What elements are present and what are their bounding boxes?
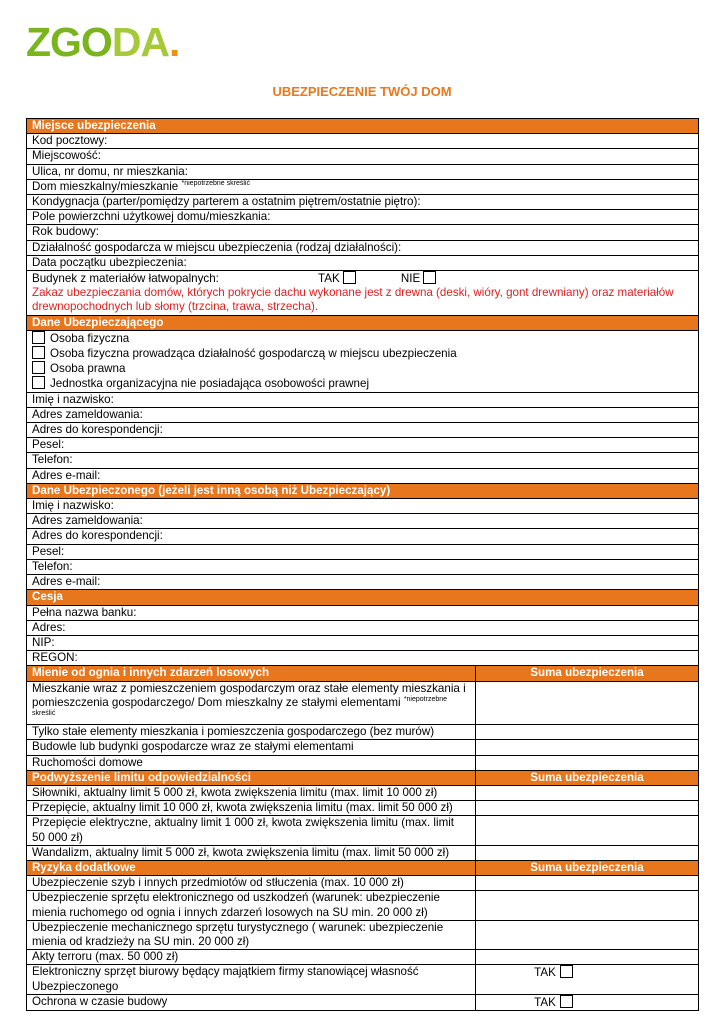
table-row (27, 740, 699, 755)
option-osoba-fizyczna-dzialalnosc[interactable]: Osoba fizyczna prowadząca działalność gospodarczą w miejscu ubezpieczenia (32, 346, 693, 361)
sum-input-akty-terroru[interactable] (476, 950, 699, 965)
row-label-sprzet-elektroniczny: Ubezpieczenie sprzętu elektronicznego od uszkodzeń (warunek: ubezpieczenie mienia ruchomego od ognia i innych zdarzeń losowych na SU min. 20 000 zł) (27, 891, 476, 920)
section-header-cesja: Cesja (27, 590, 699, 605)
table-row (27, 994, 699, 1010)
table-row (27, 891, 699, 920)
table-row (27, 785, 699, 800)
checkbox-tak[interactable] (343, 271, 356, 284)
zgoda-logo: ZGODA. (26, 19, 180, 65)
section-header-miejsce: Miejsce ubezpieczenia (27, 119, 699, 134)
field-email-ubezpieczony[interactable]: Adres e-mail: (27, 575, 699, 590)
field-telefon[interactable]: Telefon: (27, 453, 699, 468)
column-suma-ubezpieczenia: Suma ubezpieczenia (476, 770, 699, 785)
row-label-akty-terroru: Akty terroru (max. 50 000 zł) (27, 950, 476, 965)
insurance-form (26, 118, 699, 1011)
tak-cell-sprzet-biurowy (476, 965, 699, 994)
checkbox-osoba-fizyczna-dzialalnosc[interactable] (32, 346, 45, 359)
field-email[interactable]: Adres e-mail: (27, 468, 699, 483)
sum-input-szyby[interactable] (476, 876, 699, 891)
field-dom-mieszkalny[interactable]: Dom mieszkalny/mieszkanie $^{*niepotrzebne skreślić}$ (27, 179, 699, 194)
tak-label: TAK (534, 995, 556, 1009)
section-header-mienie: Mienie od ognia i innych zdarzeń losowych Suma ubezpieczenia (27, 666, 699, 681)
field-nip[interactable]: NIP: (27, 635, 699, 650)
option-jednostka-organizacyjna[interactable]: Jednostka organizacyjna nie posiadająca osobowości prawnej (32, 376, 693, 391)
column-suma-ubezpieczenia: Suma ubezpieczenia (476, 666, 699, 681)
field-adres-korespondencji[interactable]: Adres do korespondencji: (27, 423, 699, 438)
table-row (27, 681, 699, 725)
table-row (27, 801, 699, 816)
sum-input-przepiecie[interactable] (476, 801, 699, 816)
sum-input-mieszkanie[interactable] (476, 681, 699, 725)
field-kondygnacja[interactable]: Kondygnacja (parter/pomiędzy parterem a ostatnim piętrem/ostatnie piętro): (27, 195, 699, 210)
field-telefon-ubezpieczony[interactable]: Telefon: (27, 559, 699, 574)
option-osoba-fizyczna[interactable]: Osoba fizyczna (32, 331, 693, 346)
field-pole-powierzchni[interactable]: Pole powierzchni użytkowej domu/mieszkania: (27, 210, 699, 225)
table-row (27, 755, 699, 770)
field-miejscowosc[interactable]: Miejscowość: (27, 149, 699, 164)
row-label-sprzet-biurowy: Elektroniczny sprzęt biurowy będący majątkiem firmy stanowiącej własność Ubezpieczonego (27, 965, 476, 994)
checkbox-tak-ochrona-budowy[interactable] (560, 995, 573, 1008)
footnote-niepotrzebne: *niepotrzebne skreślić (32, 695, 448, 717)
row-label-mieszkanie: Mieszkanie wraz z pomieszczeniem gospodarczym oraz stałe elementy mieszkania i pomieszczenia gospodarczego/ Dom mieszkalny ze stałymi elementami $^{*niepotrzebne skreślić}$ (27, 681, 476, 725)
row-label-wandalizm: Wandalizm, aktualny limit 5 000 zł, kwota zwiększenia limitu (max. limit 50 000 zł) (27, 845, 476, 860)
table-row (27, 816, 699, 845)
sum-input-sprzet-turystyczny[interactable] (476, 920, 699, 949)
sum-input-sprzet-elektroniczny[interactable] (476, 891, 699, 920)
section-header-ryzyka: Ryzyka dodatkowe Suma ubezpieczenia (27, 860, 699, 875)
row-label-ruchomosci: Ruchomości domowe (27, 755, 476, 770)
option-osoba-prawna[interactable]: Osoba prawna (32, 361, 693, 376)
row-label-sprzet-turystyczny: Ubezpieczenie mechanicznego sprzętu turystycznego ( warunek: ubezpieczenie mienia od kradzieży na SU min. 20 000 zł) (27, 920, 476, 949)
footnote-niepotrzebne: *niepotrzebne skreślić (181, 179, 250, 187)
row-label-budowle: Budowle lub budynki gospodarcze wraz ze stałymi elementami (27, 740, 476, 755)
field-adres-zameldowania[interactable]: Adres zameldowania: (27, 407, 699, 422)
row-label-przepiecie: Przepięcie, aktualny limit 10 000 zł, kwota zwiększenia limitu (max. limit 50 000 zł) (27, 801, 476, 816)
field-ulica[interactable]: Ulica, nr domu, nr mieszkania: (27, 164, 699, 179)
sum-input-ruchomosci[interactable] (476, 755, 699, 770)
row-label-stale-elementy: Tylko stałe elementy mieszkania i pomieszczenia gospodarczego (bez murów) (27, 725, 476, 740)
field-kod-pocztowy[interactable]: Kod pocztowy: (27, 134, 699, 149)
field-imie-nazwisko-ubezpieczony[interactable]: Imię i nazwisko: (27, 499, 699, 514)
section-header-ubezpieczony: Dane Ubezpieczonego (jeżeli jest inną osobą niż Ubezpieczający) (27, 483, 699, 498)
field-adres-korespondencji-ubezpieczony[interactable]: Adres do korespondencji: (27, 529, 699, 544)
field-pesel[interactable]: Pesel: (27, 438, 699, 453)
sum-input-stale-elementy[interactable] (476, 725, 699, 740)
options-ubezpieczajacy (27, 330, 699, 392)
row-label-silowniki: Siłowniki, aktualny limit 5 000 zł, kwota zwiększenia limitu (max. limit 10 000 zł) (27, 785, 476, 800)
field-rok-budowy[interactable]: Rok budowy: (27, 225, 699, 240)
row-label-ochrona-budowy: Ochrona w czasie budowy (27, 994, 476, 1010)
field-regon[interactable]: REGON: (27, 651, 699, 666)
tak-label: TAK (534, 966, 556, 980)
field-budynek-latwopalny: Budynek z materiałów łatwopalnych: TAK NIE Zakaz ubezpieczania domów, których pokrycie dachu wykonane jest z drewna (deski, wióry, gont drewniany) oraz materiałów drewnopochodnych lub słomy (trzcina, trawa, strzecha). (27, 271, 699, 316)
checkbox-jednostka-organizacyjna[interactable] (32, 376, 45, 389)
tak-label: TAK (318, 272, 340, 286)
checkbox-tak-sprzet-biurowy[interactable] (560, 965, 573, 978)
field-imie-nazwisko[interactable]: Imię i nazwisko: (27, 392, 699, 407)
sum-input-silowniki[interactable] (476, 785, 699, 800)
row-label-przepiecie-elektryczne: Przepięcie elektryczne, aktualny limit 1 000 zł, kwota zwiększenia limitu (max. limit 50 000 zł) (27, 816, 476, 845)
table-row (27, 965, 699, 994)
table-row (27, 876, 699, 891)
section-header-limit: Podwyższenie limitu odpowiedzialności Suma ubezpieczenia (27, 770, 699, 785)
field-adres-zameldowania-ubezpieczony[interactable]: Adres zameldowania: (27, 514, 699, 529)
tak-cell-ochrona-budowy (476, 994, 699, 1010)
warning-zakaz: Zakaz ubezpieczania domów, których pokrycie dachu wykonane jest z drewna (deski, wióry, gont drewniany) oraz materiałów drewnopochodnych lub słomy (trzcina, trawa, strzecha). (32, 286, 674, 314)
sum-input-wandalizm[interactable] (476, 845, 699, 860)
checkbox-nie[interactable] (423, 271, 436, 284)
field-dzialalnosc[interactable]: Działalność gospodarcza w miejscu ubezpieczenia (rodzaj działalności): (27, 240, 699, 255)
field-nazwa-banku[interactable]: Pełna nazwa banku: (27, 605, 699, 620)
column-suma-ubezpieczenia: Suma ubezpieczenia (476, 860, 699, 875)
table-row (27, 920, 699, 949)
checkbox-osoba-prawna[interactable] (32, 361, 45, 374)
table-row (27, 725, 699, 740)
field-adres-banku[interactable]: Adres: (27, 620, 699, 635)
row-label-szyby: Ubezpieczenie szyb i innych przedmiotów od stłuczenia (max. 10 000 zł) (27, 876, 476, 891)
table-row (27, 950, 699, 965)
sum-input-budowle[interactable] (476, 740, 699, 755)
sum-input-przepiecie-elektryczne[interactable] (476, 816, 699, 845)
table-row (27, 845, 699, 860)
checkbox-osoba-fizyczna[interactable] (32, 331, 45, 344)
section-header-ubezpieczajacy: Dane Ubezpieczającego (27, 315, 699, 330)
nie-label: NIE (400, 272, 421, 286)
page-title: UBEZPIECZENIE TWÓJ DOM (272, 84, 452, 99)
field-data-poczatku[interactable]: Data początku ubezpieczenia: (27, 255, 699, 270)
field-pesel-ubezpieczony[interactable]: Pesel: (27, 544, 699, 559)
